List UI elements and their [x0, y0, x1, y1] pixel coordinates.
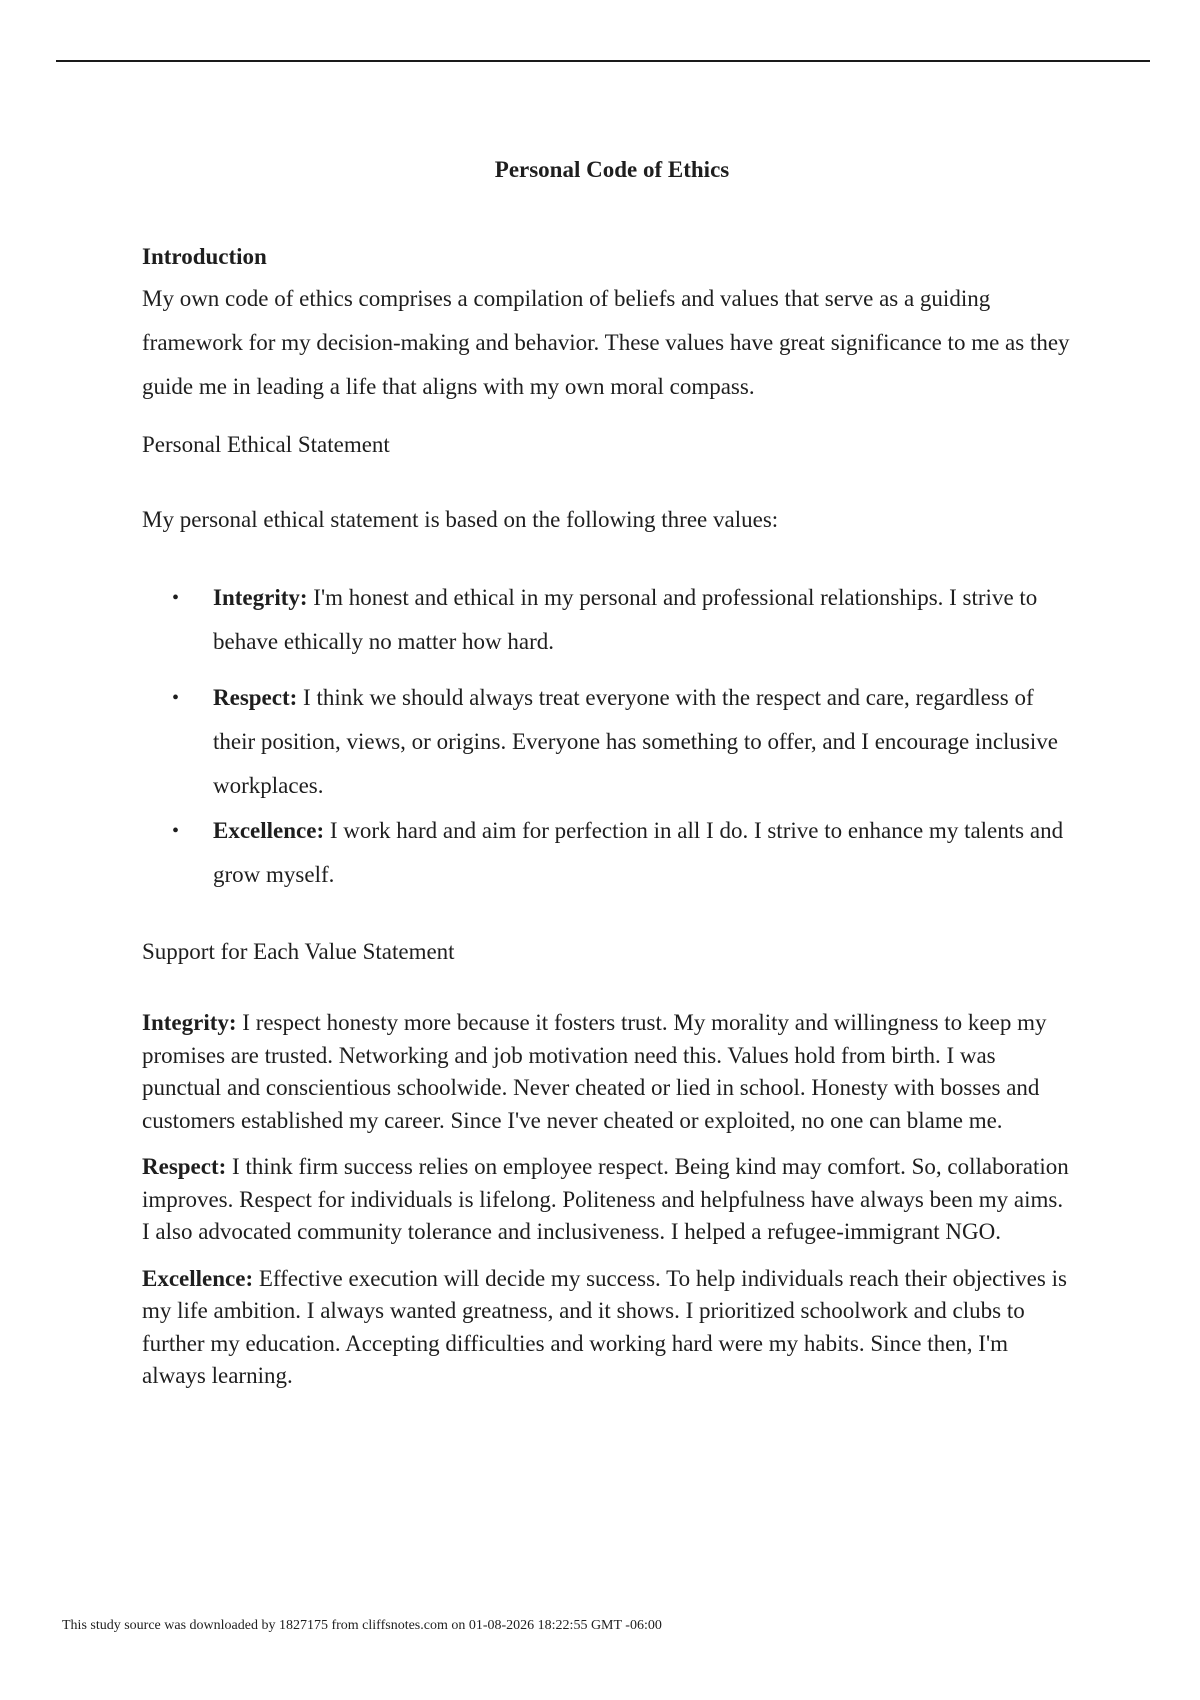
value-text: I work hard and aim for perfection in all I do. I strive to enhance my talents and grow myself. [213, 818, 1064, 887]
value-text: I'm honest and ethical in my personal and professional relationships. I strive to behave ethically no matter how hard. [213, 585, 1038, 654]
document-title: Personal Code of Ethics [494, 157, 730, 182]
support-term: Integrity: [142, 1010, 237, 1035]
value-term: Excellence: [213, 818, 325, 843]
value-item-excellence [142, 809, 1072, 897]
support-text: I respect honesty more because it fosters trust. My morality and willingness to keep my promises are trusted. Networking and job motivation need this. Values hold from birth. I was punctual and conscientious schoolwide. Never cheated or lied in school. Honesty with bosses and customers established my career. Since I've never cheated or exploited, no one can blame me. [142, 1010, 1047, 1133]
support-text: I think firm success relies on employee respect. Being kind may comfort. So, collaboration improves. Respect for individuals is lifelong. Politeness and helpfulness have always been my aims. I also advocated community tolerance and inclusiveness. I helped a refugee-immigrant NGO. [142, 1154, 1069, 1244]
bullet-icon: • [172, 820, 180, 842]
support-paragraph-respect [142, 1151, 1072, 1249]
bullet-icon: • [172, 587, 180, 609]
support-paragraph-excellence [142, 1263, 1072, 1393]
support-paragraph-integrity [142, 1007, 1072, 1137]
values-list [142, 576, 1072, 897]
support-text: Effective execution will decide my success. To help individuals reach their objectives is my life ambition. I always wanted greatness, and it shows. I prioritized schoolwork and clubs to further my education. Accepting difficulties and working hard were my habits. Since then, I'm always learning. [142, 1265, 1067, 1388]
document-body [142, 150, 1072, 1407]
value-term: Integrity: [213, 585, 308, 610]
support-term: Respect: [142, 1154, 227, 1179]
value-term: Respect: [213, 685, 298, 710]
value-item-respect [142, 676, 1072, 808]
download-footer: This study source was downloaded by 1827175 from cliffsnotes.com on 01-08-2026 18:22:55 GMT -06:00 [62, 1618, 662, 1633]
bullet-icon: • [172, 687, 180, 709]
personal-statement-lead: My personal ethical statement is based on the following three values: [142, 507, 779, 532]
value-text: I think we should always treat everyone with the respect and care, regardless of their position, views, or origins. Everyone has something to offer, and I encourage inclusive workplaces. [213, 685, 1058, 798]
top-divider [56, 60, 1150, 62]
introduction-paragraph: My own code of ethics comprises a compilation of beliefs and values that serve as a guiding framework for my decision-making and behavior. These values have great significance to me as they guide me in leading a life that aligns with my own moral compass. [142, 286, 1070, 399]
value-item-integrity [142, 576, 1072, 664]
introduction-heading: Introduction [142, 244, 267, 269]
personal-statement-heading: Personal Ethical Statement [142, 432, 390, 457]
support-heading: Support for Each Value Statement [142, 939, 455, 964]
support-term: Excellence: [142, 1265, 254, 1291]
